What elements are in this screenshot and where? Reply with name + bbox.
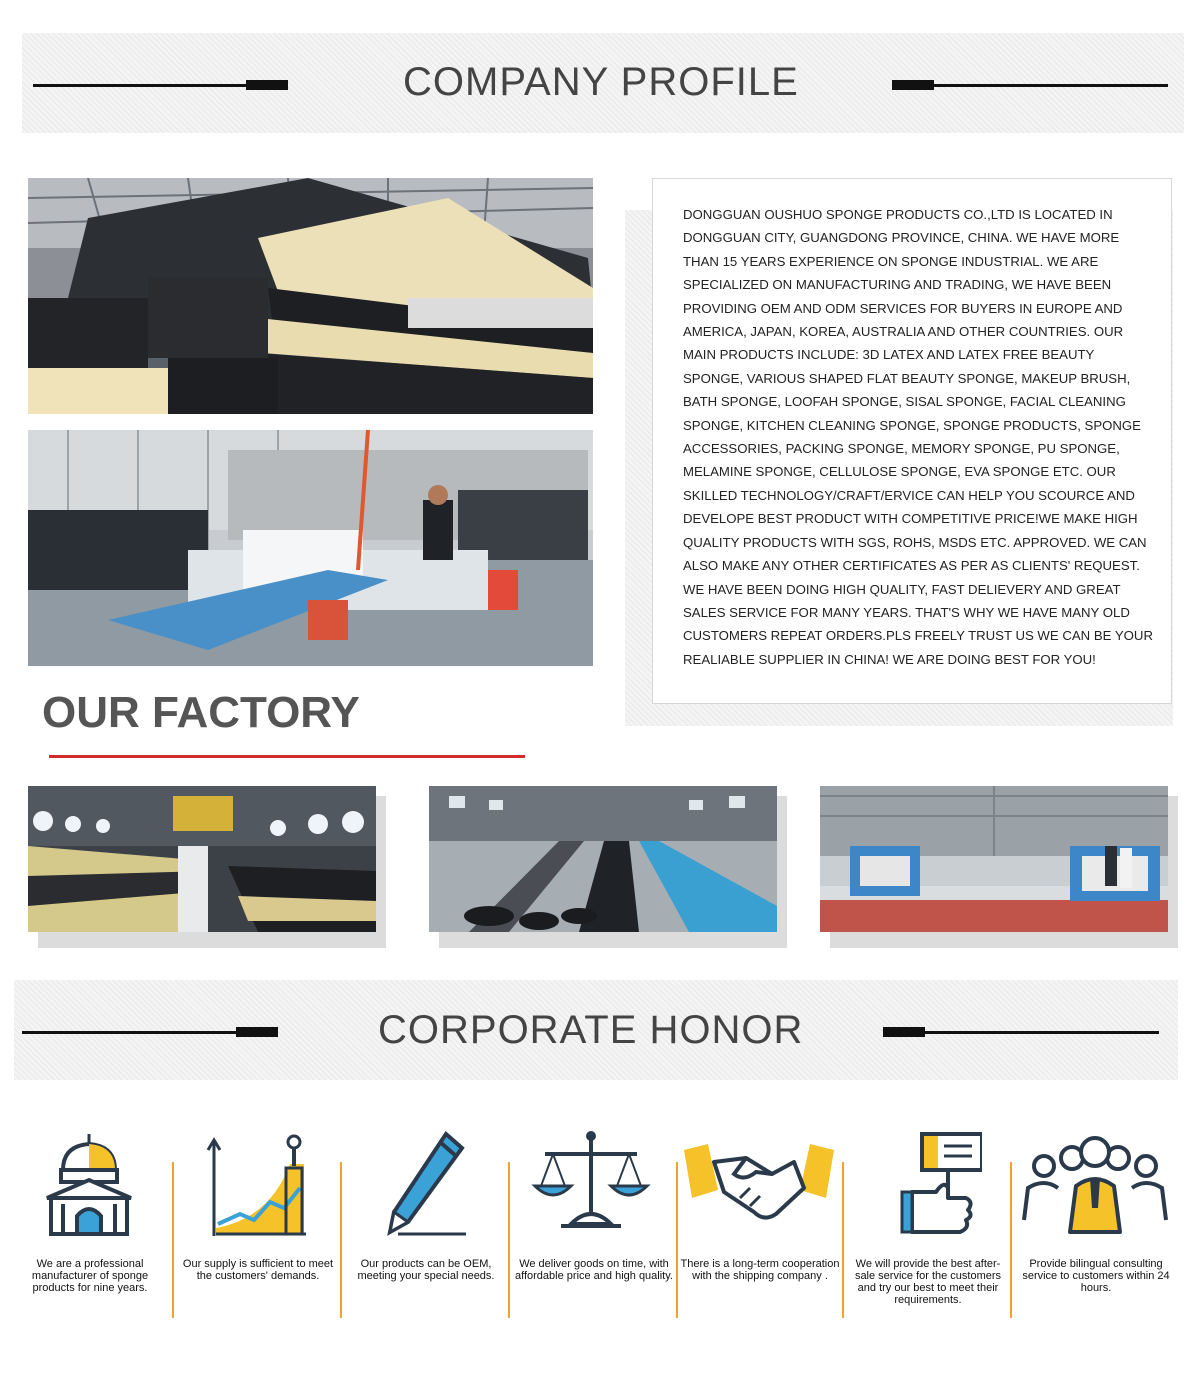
cutting-machine-photo [28, 430, 593, 666]
honor-divider-2 [340, 1162, 342, 1318]
honor-rule-right [883, 1031, 1159, 1034]
honor-text-4: We deliver goods on time, with affordable price and high quality. [515, 1258, 673, 1282]
factory-photo-1 [28, 786, 376, 932]
profile-description: DONGGUAN OUSHUO SPONGE PRODUCTS CO.,LTD IS LOCATED IN DONGGUAN CITY, GUANGDONG PROVINCE, CHINA. WE HAVE MORE THAN 15 YEARS EXPERIENCE ON SPONGE INDUSTRIAL. WE ARE SPECIALIZED ON MANUFACTURING AND TRADING, WE HAVE BEEN PROVIDING OEM AND ODM SERVICES FOR BUYERS IN EUROPE AND AMERICA, JAPAN, KOREA, AUSTRALIA AND OTHER COUNTRIES. OUR MAIN PRODUCTS INCLUDE: 3D LATEX AND LATEX FREE BEAUTY SPONGE, VARIOUS SHAPED FLAT BEAUTY SPONGE, MAKEUP BRUSH, BATH SPONGE, LOOFAH SPONGE, SISAL SPONGE, FACIAL CLEANING SPONGE, KITCHEN CLEANING SPONGE, SPONGE PRODUCTS, SPONGE ACCESSORIES, PACKING SPONGE, MEMORY SPONGE, PU SPONGE, MELAMINE SPONGE, CELLULOSE SPONGE, EVA SPONGE ETC. OUR SKILLED TECHNOLOGY/CRAFT/ERVICE CAN HELP YOU SCOURCE AND DEVELOPE BEST PRODUCT WITH COMPETITIVE PRICE!WE MAKE HIGH QUALITY PRODUCTS WITH SGS, ROHS, MSDS ETC. APPROVED. WE CAN ALSO MAKE ANY OTHER CERTIFICATES AS PER AS CLIENTS' REQUEST. WE HAVE BEEN DOING HIGH QUALITY, FAST DELIEVERY AND GREAT SALES SERVICE FOR MANY YEARS. THAT'S WHY WE HAVE MANY OLD CUSTOMERS REPEAT ORDERS.PLS FREELY TRUST US WE CAN BE YOUR REALIABLE SUPPLIER IN CHINA! WE ARE DOING BEST FOR YOU! [683, 207, 1153, 667]
pencil-icon [368, 1128, 478, 1238]
honor-item-5 [684, 1128, 834, 1238]
honor-text-1: We are a professional manufacturer of sponge products for nine years. [31, 1258, 149, 1294]
honor-divider-3 [508, 1162, 510, 1318]
profile-rule-right [892, 84, 1168, 87]
factory-title: OUR FACTORY [42, 688, 360, 737]
warehouse-foam-blocks-photo [28, 178, 593, 414]
honor-item-4 [516, 1128, 666, 1238]
honor-text-6: We will provide the best after-sale service for the customers and try our best to meet their requirements. [854, 1258, 1002, 1306]
handshake-icon [684, 1128, 834, 1238]
honor-item-6 [852, 1128, 1002, 1238]
honor-divider-4 [676, 1162, 678, 1318]
honor-item-3 [348, 1128, 498, 1238]
honor-item-1 [14, 1128, 164, 1238]
honor-divider-5 [842, 1162, 844, 1318]
thumbs-up-sign-icon [872, 1128, 982, 1238]
honor-text-3: Our products can be OEM, meeting your special needs. [357, 1258, 495, 1282]
profile-text-box [652, 178, 1172, 704]
honor-text-7: Provide bilingual consulting service to customers within 24 hours. [1022, 1258, 1170, 1294]
honor-text-2: Our supply is sufficient to meet the customers' demands. [182, 1258, 334, 1282]
profile-title: COMPANY PROFILE [403, 60, 799, 104]
honor-rule-left [22, 1031, 272, 1034]
honor-divider-1 [172, 1162, 174, 1318]
building-icon [41, 1128, 137, 1238]
factory-photo-3 [820, 786, 1168, 932]
honor-item-2 [180, 1128, 330, 1238]
profile-rule-left-block [246, 80, 288, 90]
honor-rule-left-block [236, 1027, 278, 1037]
factory-photo-2 [429, 786, 777, 932]
honor-item-7 [1020, 1128, 1170, 1238]
honor-title: CORPORATE HONOR [378, 1008, 804, 1052]
balance-scale-icon [531, 1128, 651, 1238]
team-icon [1020, 1128, 1170, 1238]
growth-chart-icon [200, 1128, 310, 1238]
honor-text-5: There is a long-term cooperation with the shipping company . [680, 1258, 840, 1282]
factory-title-underline [49, 755, 525, 758]
honor-divider-6 [1010, 1162, 1012, 1318]
